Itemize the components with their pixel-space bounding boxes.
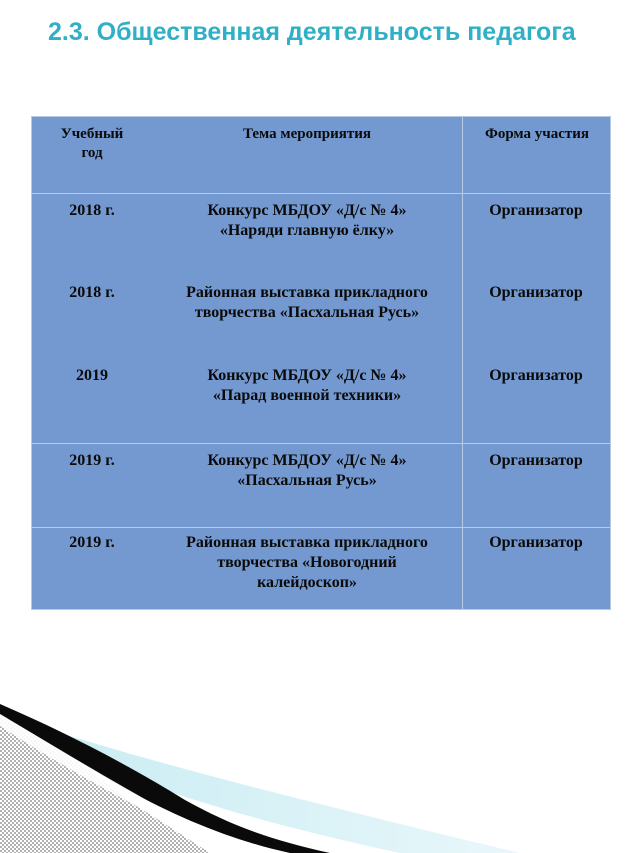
row-form: Организатор xyxy=(489,202,583,219)
row-event xyxy=(152,451,462,491)
row-event-line: калейдоскоп» xyxy=(257,574,357,591)
row-form: Организатор xyxy=(489,284,583,301)
row-year: 2019 г. xyxy=(69,534,115,551)
page-title: 2.3. Общественная деятельность педагога xyxy=(48,18,576,46)
row-event-line: творчества «Пасхальная Русь» xyxy=(194,304,420,321)
row-year: 2018 г. xyxy=(69,284,115,301)
row-event-line: Районная выставка прикладного xyxy=(186,534,428,551)
table-divider xyxy=(32,193,610,194)
header-year-text: Учебный год xyxy=(60,126,124,161)
row-year: 2019 xyxy=(76,367,108,384)
row-form: Организатор xyxy=(489,367,583,384)
row-event-line: Районная выставка прикладного xyxy=(186,284,428,301)
row-event-line: Конкурс МБДОУ «Д/с № 4» xyxy=(207,452,407,469)
row-event-line: Конкурс МБДОУ «Д/с № 4» xyxy=(207,202,407,219)
table-divider xyxy=(32,527,610,528)
activity-table xyxy=(31,116,611,610)
row-event-line: «Пасхальная Русь» xyxy=(237,472,377,489)
decorative-swoosh xyxy=(0,690,640,853)
row-year: 2019 г. xyxy=(69,452,115,469)
header-form: Форма участия xyxy=(484,126,590,142)
row-event-line: Конкурс МБДОУ «Д/с № 4» xyxy=(207,367,407,384)
row-event xyxy=(152,366,462,406)
row-event-line: «Наряди главную ёлку» xyxy=(219,222,395,239)
row-event xyxy=(152,283,462,323)
row-form: Организатор xyxy=(489,452,583,469)
row-event-line: творчества «Новогодний xyxy=(217,554,397,571)
row-event xyxy=(152,533,462,593)
header-event: Тема мероприятия xyxy=(242,126,372,142)
row-event-line: «Парад военной техники» xyxy=(212,387,402,404)
row-year: 2018 г. xyxy=(69,202,115,219)
table-divider xyxy=(32,443,610,444)
row-form: Организатор xyxy=(489,534,583,551)
row-event xyxy=(152,201,462,241)
header-year xyxy=(42,125,142,163)
